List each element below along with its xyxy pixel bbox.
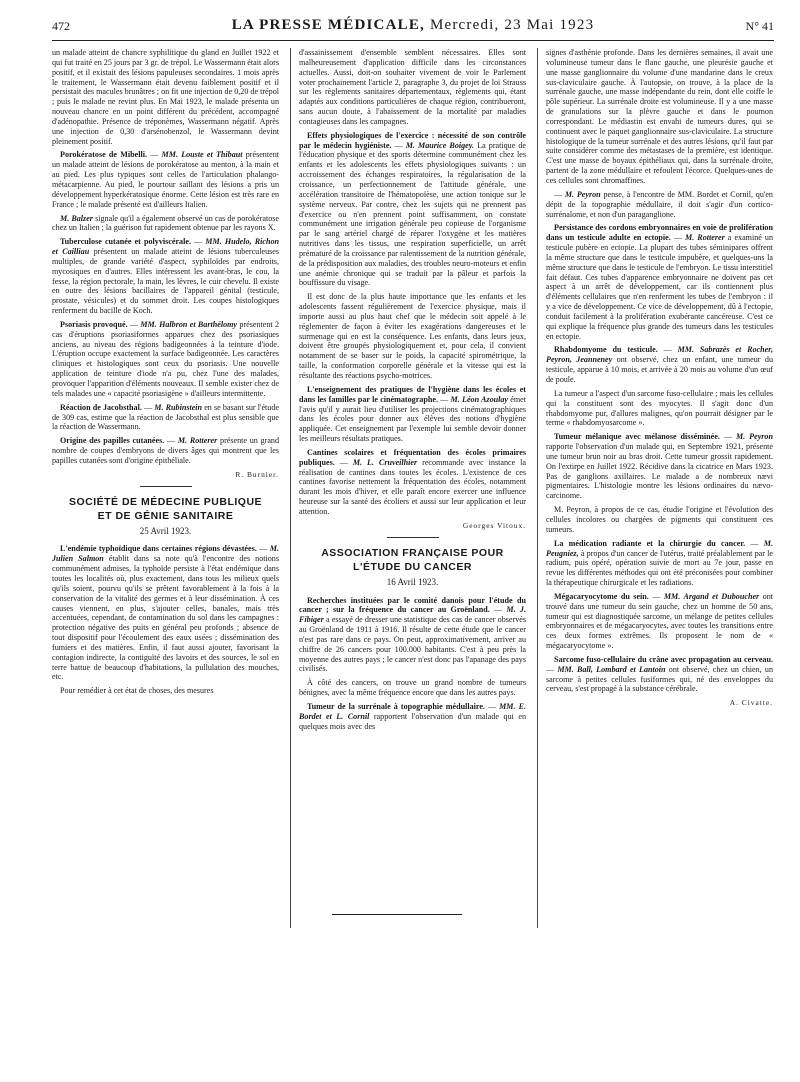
- article: Tumeur mélanique avec mélanose disséminée. — M. Peyron rapporte l'observation d'un malade qui, en Septembre 1921, présente une tumeur brun noir au bras droit. Cette tumeur grossit rapidement. On l'extirpe en Juillet 1922. Récidive dans la cicatrice en Mars 1923. Pas de ganglions axillaires. Le malade a de nombreux nævi pigmentaires. L'histologie montre les lésions ordinaires du nævo-carcinome.: [546, 432, 773, 501]
- article-text: ont observé, chez un enfant, une tumeur du testicule, apparue à 10 mois, et arrivée à 20 mois au volume d'un œuf de poule.: [546, 355, 774, 384]
- article: Tumeur de la surrénale à topographie médullaire. — MM. E. Bordet et L. Cornil rapportent l'observation d'un malade qui en quelques mois avec des: [299, 701, 526, 731]
- article-authors: M. Maurice Boigey.: [405, 140, 475, 150]
- article-title: Tuberculose cutanée et polyviscérale.: [60, 237, 191, 247]
- issue-number: N° 41: [745, 19, 774, 33]
- article-title: La médication radiante et la chirurgie du cancer.: [554, 538, 746, 548]
- article-title: Effets physiologiques de l'exercice : nécessité de son contrôle par le médecin hygiéniste.: [299, 130, 526, 150]
- article-text: pense, à l'encontre de MM. Bordet et Cornil, qu'en dépit de la topographie médullaire, il doit s'agir d'un cortico-surrénalome, et non d'un paraganglione.: [546, 189, 773, 219]
- session-date: 25 Avril 1923.: [139, 525, 192, 536]
- article-authors: M. L. Cruveilhier: [352, 457, 418, 467]
- article-text: à propos d'un cancer de l'utérus, traité préalablement par le radium, puis opéré, opération suivie de mort au 7e jour, passe en revue les différentes méthodes qui ont été préconisées pour combiner la thérapeutique chirurgicale et les radiations.: [546, 548, 773, 588]
- article-text: établit dans sa note qu'à l'encontre des notions communément admises, la typhoïde persiste à l'état endémique dans toutes les localités où, plus exactement, dans tous les milieux quels qu'ils soient, pourvu qu'ils se prêtent favorablement à la fois à la conservation de la vitalité des germes et à leur dissémination. À ces causes viennent, en plus, s'ajouter celles, banales, mais très accentuées, cependant, de contamination du sol dans les campagnes : protection négative des puits en général peu profonds ; absence de tout dispositif pour l'écoulement des eaux usées ; dissémination des fumiers et des matières. Enfin, il faut aussi ajouter, favorisant la contagion indirecte, la contiguïté des lavoirs et des sources, le sol en terre battue de beaucoup d'habitations, la pullulation des mouches, etc.: [52, 554, 279, 682]
- article: [52, 214, 279, 234]
- article: La médication radiante et la chirurgie du cancer. — M. Peugniez, à propos d'un cancer de l'utérus, traité préalablement par le radium, puis opéré, opération suivie de mort au 7e jour, passe en revue les différentes méthodes qui ont été préconisées pour combiner la thérapeutique chirurgicale et les radiations.: [546, 538, 773, 588]
- article: Tuberculose cutanée et polyviscérale. — MM. Hudelo, Richon et Cailliau présentent un malade atteint de lésions tuberculeuses multiples, de grande variété d'aspect, syphiloïdes par endroits, mycosiques en d'autres. Elles intéressent les avant-bras, le cou, la fesse, la région pectorale, la main, les lèvres, le cuir chevelu. Il existe en outre des lésions bacillaires de l'appareil génital (testicule, prostate, vésicules) et du sommet droit. Les coupes histologiques renferment du bacille de Koch.: [52, 237, 280, 316]
- article: Réaction de Jacobsthal. — M. Rubinstein en se basant sur l'étude de 309 cas, estime que la réaction de Jacobsthal est plus sensible que la réaction de Wassermann.: [52, 402, 279, 432]
- article-text: présentent un malade atteint de lésions tuberculeuses multiples, de grande variété d'aspect, syphiloïdes par endroits, mycosiques en d'autres. Elles intéressent les avant-bras, le cou, la fesse, la région pectorale, la main, les lèvres, le cuir chevelu. Il existe en outre des lésions bacillaires de l'appareil génital (testicule, prostate, vésicules) et du sommet droit. Les coupes histologiques renferment du bacille de Koch.: [52, 247, 280, 316]
- column-3: [546, 48, 773, 714]
- article-authors: MM. Argand et Duboucher: [663, 591, 760, 601]
- article-title: Réaction de Jacobsthal.: [60, 402, 142, 412]
- article-text: La pratique de l'éducation physique et des sports détermine communément chez les enfants et les adolescents les effets physiologiques suivants : un accroissement des échanges respiratoires, la régularisation de la croissance, un perfectionnement de l'attitude générale, une accélération transitoire de l'hématopoïèse, une action tonique sur le système nerveux. Par contre, chez les sujets qui ne prennent pas d'exercice ou n'en prennent point suffisamment, on constate communément une irrigation générale peu copieuse de l'organisme par le sang artériel chargé de réparer l'oxygène et les matières nutritives dans les tissus, une respiration superficielle, un arrêt prématuré de la croissance par ralentissement de la nutrition générale, de la prédisposition aux maladies, des troubles neuro-moteurs et enfin une anémie chronique qui se traduit par la pâleur et parfois la bouffissure du visage.: [299, 140, 526, 288]
- article-authors: M. Rubinstein: [154, 402, 203, 412]
- article-title: Porokératose de Mibelli.: [60, 150, 147, 160]
- article-title: Rhabdomyome du testicule.: [554, 345, 658, 355]
- footer-rule: [332, 914, 462, 915]
- article-authors: MM. Hudelo, Richon et Cailliau: [52, 237, 279, 257]
- article: Recherches instituées par le comité danois pour l'étude du cancer ; sur la fréquence du cancer au Groënland. — M. J. Fibiger a essayé de dresser une statistique des cas de cancer observés au Groënland de 1911 à 1916. Il résulte de cette étude que le cancer n'est pas rare dans ce pays. On peut, approximativement, arriver au chiffre de 26 cancers pour 100.000 habitants. C'est à peu près la moyenne des autres pays ; le cancer n'est donc pas l'apanage des pays civilisés.: [299, 595, 526, 674]
- article-title: Tumeur mélanique avec mélanose disséminée.: [554, 432, 720, 442]
- article-text: émet l'avis qu'il y aurait lieu d'utiliser les projections cinématographiques dans les écoles pour donner aux élèves des notions d'hygiène appliquée. Cet enseignement par l'exemple lui semble devoir donner les meilleurs résultats pratiques.: [299, 394, 526, 444]
- society-line: ET DE GÉNIE SANITAIRE: [97, 509, 234, 522]
- column-separator: [290, 48, 291, 928]
- paragraph: un malade atteint de chancre syphilitique du gland en Juillet 1922 et qui fut traité en 25 jours par 3 gr. de trépol. Le Wassermann était alors positif, et il existait des lésions papuleuses secondaires. 1 mois après le traitement, le Wassermann était devenu faiblement positif et il persistait des macules brunâtres ; on fit une injection de 0,20 de trépol ; puis le malade ne revint plus. En Mai 1923, le malade présenta un nouveau chancre en un point différent du précédent, accompagné d'adénopathie. Présence de tréponèmes, Wassermann négatif. Après une injection de 0,30 d'arsénobenzol, le Wassermann devint pleinement positif.: [52, 48, 279, 146]
- paragraph: La tumeur a l'aspect d'un sarcome fuso-cellulaire ; mais les cellules qui la constituent sont des myocytes. Il s'agit donc d'un rhabdomyome pur, d'allures malignes, qu'on pourrait désigner par le terme « rhabdomyosarcome ».: [546, 388, 773, 428]
- newspaper-page: [52, 0, 774, 1082]
- divider: [140, 486, 192, 487]
- article-title: Origine des papilles cutanées.: [60, 436, 165, 446]
- page-header: [52, 16, 774, 38]
- society-line: SOCIÉTÉ DE MÉDECINE PUBLIQUE: [68, 495, 263, 508]
- association-heading: ASSOCIATION FRANÇAISE POUR L'ÉTUDE DU CANCER: [321, 546, 504, 573]
- article: Porokératose de Mibelli. — MM. Louste et Thibaut présentent un malade atteint de lésions de porokératose au menton, à la main et au pied. Les plus typiques sont celles de l'articulation phalango-métacarpienne. Au pied, le pourtour saillant des lésions a pris un développement hyperkératosique énorme. Cette lésion est très rare en France ; le malade présenté est d'ailleurs Italien.: [52, 150, 279, 209]
- article-authors: MM. Halbron et Barthélomy: [140, 319, 238, 329]
- journal-name: LA PRESSE MÉDICALE,: [231, 17, 425, 33]
- article-authors: MM. E. Bordet et L. Cornil: [299, 701, 526, 721]
- article-authors: M. Léon Azoulay: [450, 394, 509, 404]
- column-2: [299, 48, 526, 735]
- article: Rhabdomyome du testicule. — MM. Sabrazès et Rocher, Peyron, Jeanneney ont observé, chez un enfant, une tumeur du testicule, apparue à 10 mois, et arrivée à 20 mois au volume d'un œuf de poule.: [546, 345, 774, 384]
- article-authors: M. Peyron: [735, 432, 773, 442]
- article: L'enseignement des pratiques de l'hygiène dans les écoles et dans les familles par le cinématographe. — M. Léon Azoulay émet l'avis qu'il y aurait lieu d'utiliser les projections cinématographiques dans les écoles pour donner aux élèves des notions d'hygiène appliquée. Cet enseignement par l'exemple lui semble devoir donner les meilleurs résultats pratiques.: [299, 384, 526, 444]
- article-text: recommande avec instance la réalisation de cantines dans toutes les écoles. L'existence de ces cantines favorise nettement la fréquentation des écoles, notamment durant les mois d'hiver, et elle paraît encore exercer une influence heureuse sur la santé des écoliers et aussi sur leur application et leur attention.: [299, 457, 526, 516]
- article-authors: MM. Sabrazès et Rocher, Peyron, Jeanneney: [546, 345, 774, 365]
- article-text: a examiné un testicule pubère en ectopie. La plupart des tubes séminipares offrent la même structure que dans le testicule impubère, et quelques-uns la même structure que dans le testicule de l'embryon. Le tissu interstitiel fait défaut. Ces tubes d'apparence embryonnaire ne doivent pas cet aspect à un arrêt de développement, car ils contiennent plus d'éléments cellulaires que n'en renferment les tubes de l'embryon : il y a vice de développement. Ce vice de développement, dû à l'ectopie, conduit facilement à la prolifération exubérante cancéreuse. C'est ce qui explique la fréquence plus grande des tumeurs dans les testicules en ectopie.: [546, 233, 774, 341]
- article-title: Sarcome fuso-cellulaire du crâne avec propagation au cerveau.: [554, 654, 773, 664]
- paragraph: Il est donc de la plus haute importance que les enfants et les adolescents fassent régulièrement de l'exercice physique, mais il importe aussi au plus haut chef que le médecin soit appelé à le réglementer de façon à éviter les exagérations dangereuses et le surmenage qui en est la conséquence. Les enfants, dans leurs jeux, doivent être groupés physiologiquement et, pour cela, il convient notamment de se baser sur le poids, la capacité spirométrique, la taille, la conformation corporelle générale et la vitesse qui est la résultante des réactions psycho-motrices.: [299, 292, 526, 380]
- column-separator: [537, 48, 538, 928]
- article-title: L'endémie typhoïdique dans certaines régions dévastées.: [60, 544, 257, 554]
- article-text: ont trouvé dans une tumeur du sein gauche, chez un homme de 50 ans, tumeur qui est diagnostiquée sarcome, un mélange de petites cellules embryonnaires et de mégacaryocytes, avec toutes les transitions entre ces deux formes extrêmes. Ils proposent le nom de « mégacaryocytome ».: [546, 591, 773, 651]
- article-authors: M. Julien Salmon: [52, 544, 280, 564]
- article-title: Mégacaryocytome du sein.: [554, 591, 649, 601]
- article-text: rapporte l'observation d'un malade qui, en Septembre 1921, présente une tumeur brun noir au bras droit. Cette tumeur grossit rapidement. On l'extirpe en Juillet 1922. Récidive dans la cicatrice en Mars 1923. Pas de ganglions axillaires. Le malade a de nombreux nævi pigmentaires. L'histologie montre les lésions ordinaires du nævo-carcinome.: [546, 442, 773, 501]
- article-title: L'enseignement des pratiques de l'hygiène dans les écoles et dans les familles par le cinématographe.: [299, 384, 526, 404]
- divider: [387, 537, 439, 538]
- signature: R. Burnier.: [235, 469, 279, 479]
- paragraph: d'assainissement d'ensemble semblent nécessaires. Elles sont malheureusement d'application difficile dans les circonstances actuelles. Aussi, doit-on souhaiter vivement de voir le Parlement voter prochainement l'article 2, paragraphe 3, du projet de loi Strauss sur les règlements sanitaires départementaux, règlements qui, étant adaptés aux conditions particulières de chaque région, contribueront, sans aucun doute, à l'abaissement de la mortalité par maladies contagieuses dans les campagnes.: [299, 48, 526, 126]
- article-text: présentent un malade atteint de lésions de porokératose au menton, à la main et au pied. Les plus typiques sont celles de l'articulation phalango-métacarpienne. Au pied, le pourtour saillant des lésions a pris un développement hyperkératosique énorme. Cette lésion est très rare en France ; le malade présenté est d'ailleurs Italien.: [52, 150, 279, 209]
- page-number: 472: [52, 19, 70, 33]
- paragraph: signes d'asthénie profonde. Dans les dernières semaines, il avait une volumineuse tumeur dans le flanc gauche, une pleurésie gauche et une masse ganglionnaire du volume d'une mandarine dans le creux sus-claviculaire gauche. À l'autopsie, on trouve, à la place de la surrénale gauche, une masse indépendante du rein, dont elle coiffe le pôle supérieur. La surrénale droite est volumineuse. Il y a une masse de granulations sur la plèvre gauche et dans le poumon correspondant. Le médiastin est envahi de tumeurs dures, qui se continuent avec le paquet ganglionnaire sus-claviculaire. La structure histologique de la tumeur surrénale et des autres lésions, qu'il faut par suite considérer comme des métastases de la première, est identique. C'est une masse de boyaux épithéliaux qui, dans la surrénale droite, partent de la zone médullaire et refoulent l'écorce. Quelques-unes de ces cellules sont chromaffines.: [546, 48, 773, 185]
- article-text: ont observé, chez un chien, un sarcome à petites cellules fusiformes qui, né des enveloppes du cerveau, s'est propagé à la substance cérébrale.: [546, 664, 774, 694]
- article-title: Psoriasis provoqué.: [60, 319, 128, 329]
- article-text: a essayé de dresser une statistique des cas de cancer observés au Groënland de 1911 à 1916. Il résulte de cette étude que le cancer n'est pas rare dans ce pays. On peut, approximativement, arriver au chiffre de 26 cancers pour 100.000 habitants. C'est à peu près la moyenne des autres pays ; le cancer n'est donc pas l'apanage des pays civilisés.: [299, 615, 526, 674]
- article-authors: MM. Louste et Thibaut: [161, 150, 243, 160]
- article: Cantines scolaires et fréquentation des écoles primaires publiques. — M. L. Cruveilhier recommande avec instance la réalisation de cantines dans toutes les écoles. L'existence de ces cantines favorise nettement la fréquentation des écoles, notamment durant les mois d'hiver, et elle paraît encore exercer une influence heureuse sur la santé des écoliers et aussi sur leur application et leur attention.: [299, 447, 526, 516]
- article-text: rapportent l'observation d'un malade qui en quelques mois avec des: [299, 711, 526, 731]
- article: L'endémie typhoïdique dans certaines régions dévastées. — M. Julien Salmon établit dans sa note qu'à l'encontre des notions communément admises, la typhoïde persiste à l'état endémique dans toutes les localités où, plus exactement, dans tous les milieux quels qu'ils soient, pourvu qu'ils se prêtent favorablement à la fois à la conservation de la vitalité des germes et à leur dissémination. À ces causes viennent, en plus, s'ajouter celles, banales, mais très accentuées, cependant, de contamination du sol dans les campagnes : protection négative des puits en général peu profonds ; absence de tout dispositif pour l'écoulement des eaux usées ; dissémination des fumiers et des matières. Enfin, il faut aussi ajouter, favorisant la contagion indirecte, la contiguïté des lavoirs et des sources, le sol en terre battue de beaucoup d'habitations, la pullulation des mouches, etc.: [52, 544, 280, 682]
- column-1: [52, 48, 279, 700]
- article-text: signale qu'il a également observé un cas de porokératose chez un Italien ; la guérison fut rapidement obtenue par les rayons X.: [52, 213, 279, 233]
- article: Psoriasis provoqué. — MM. Halbron et Barthélomy présentent 2 cas d'éruptions psoriasiformes apparues chez des psoriasiques anciens, au niveau des régions badigeonnées à la teinture d'iode. L'éruption occupe exactement la surface badigeonnée. Les caractères cliniques et histologiques sont ceux du psoriasis. Une nouvelle application de teinture d'iode n'a pu, chez l'une des malades, provoquer l'apparition d'éléments nouveaux. Il semble exister chez de tels malades une « capacité psoriasigène » d'ailleurs intermittente.: [52, 319, 279, 398]
- article-authors: M. Rotterer: [177, 436, 218, 446]
- article: Sarcome fuso-cellulaire du crâne avec propagation au cerveau. — MM. Ball, Lombard et Lantoin ont observé, chez un chien, un sarcome à petites cellules fusiformes qui, né des enveloppes du cerveau, s'est propagé à la substance cérébrale.: [546, 654, 774, 694]
- article-text: présentent 2 cas d'éruptions psoriasiformes apparues chez des psoriasiques anciens, au niveau des régions badigeonnées à la teinture d'iode. L'éruption occupe exactement la surface badigeonnée. Les caractères cliniques et histologiques sont ceux du psoriasis. Une nouvelle application de teinture d'iode n'a pu, chez l'une des malades, provoquer l'apparition d'éléments nouveaux. Il semble exister chez de tels malades une « capacité psoriasigène » d'ailleurs intermittente.: [52, 319, 279, 398]
- article: Mégacaryocytome du sein. — MM. Argand et Duboucher ont trouvé dans une tumeur du sein gauche, chez un homme de 50 ans, tumeur qui est diagnostiquée sarcome, un mélange de petites cellules embryonnaires et de mégacaryocytes, avec toutes les transitions entre ces deux formes extrêmes. Ils proposent le nom de « mégacaryocytome ».: [546, 591, 773, 651]
- article-authors: M. J. Fibiger: [299, 605, 526, 625]
- paragraph: À côté des cancers, on trouve un grand nombre de tumeurs bénignes, avec la même fréquence encore que dans les autres pays.: [299, 678, 526, 698]
- article-authors: M. Balzer: [60, 213, 93, 223]
- article-text: présente un grand nombre de coupes d'embryons de divers âges qui montrent que les papilles cutanées sont d'origine épithéliale.: [52, 436, 280, 465]
- article-authors: M. Peyron: [564, 189, 601, 199]
- article-authors: M. Peugniez,: [546, 538, 773, 558]
- signature: A. Civatte.: [729, 698, 773, 708]
- masthead: [52, 17, 774, 34]
- paragraph: M. Peyron, à propos de ce cas, étudie l'origine et l'évolution des cellules incolores ou chargées de pigments qui constituent ces tumeurs.: [546, 505, 773, 534]
- session-date: 16 Avril 1923.: [386, 576, 439, 587]
- article: Effets physiologiques de l'exercice : nécessité de son contrôle par le médecin hygiéniste. — M. Maurice Boigey. La pratique de l'éducation physique et des sports détermine communément chez les enfants et les adolescents les effets physiologiques suivants : un accroissement des échanges respiratoires, la régularisation de la croissance, un perfectionnement de l'attitude générale, une accélération transitoire de l'hématopoïèse, une action tonique sur le système nerveux. Par contre, chez les sujets qui ne prennent pas d'exercice ou n'en prennent point suffisamment, on constate communément une irrigation générale peu copieuse de l'organisme par le sang artériel chargé de réparer l'oxygène et les matières nutritives dans les tissus, une respiration superficielle, un arrêt prématuré de la croissance par ralentissement de la nutrition générale, de la prédisposition aux maladies, des troubles neuro-moteurs et enfin une anémie chronique qui se traduit par la pâleur et parfois la bouffissure du visage.: [299, 130, 526, 288]
- article-text: en se basant sur l'étude de 309 cas, estime que la réaction de Jacobsthal est plus sensible que la réaction de Wassermann.: [52, 402, 279, 432]
- article-title: Persistance des cordons embryonnaires en voie de prolifération dans un testicule adulte en ectopie.: [546, 223, 773, 243]
- article-title: Recherches instituées par le comité danois pour l'étude du cancer ; sur la fréquence du cancer au Groënland.: [299, 595, 526, 615]
- society-heading: [52, 495, 279, 523]
- issue-date: Mercredi, 23 Mai 1923: [429, 17, 595, 33]
- header-rule: [52, 40, 774, 41]
- signature: Georges Vitoux.: [462, 520, 526, 530]
- article-title: Tumeur de la surrénale à topographie médullaire.: [307, 701, 485, 711]
- article: Origine des papilles cutanées. — M. Rotterer présente un grand nombre de coupes d'embryons de divers âges qui montrent que les papilles cutanées sont d'origine épithéliale.: [52, 436, 280, 465]
- article-title: Cantines scolaires et fréquentation des écoles primaires publiques.: [299, 447, 526, 467]
- paragraph: Pour remédier à cet état de choses, des mesures: [60, 686, 214, 696]
- article: Persistance des cordons embryonnaires en voie de prolifération dans un testicule adulte en ectopie. — M. Rotterer a examiné un testicule pubère en ectopie. La plupart des tubes séminipares offrent la même structure que dans le testicule impubère, et quelques-uns la même structure que dans le testicule de l'embryon. Le tissu interstitiel fait défaut. Ces tubes d'apparence embryonnaire ne doivent pas cet aspect à un arrêt de développement, car ils contiennent plus d'éléments cellulaires que n'en renferment les tubes de l'embryon : il y a vice de développement. Ce vice de développement, dû à l'ectopie, conduit facilement à la prolifération exubérante cancéreuse. C'est ce qui explique la fréquence plus grande des tumeurs dans les testicules en ectopie.: [546, 223, 774, 341]
- article-authors: M. Rotterer: [685, 233, 725, 243]
- article: — M. Peyron pense, à l'encontre de MM. Bordet et Cornil, qu'en dépit de la topographie médullaire, il doit s'agir d'un cortico-surrénalome, et non d'un paraganglione.: [546, 189, 773, 219]
- article-authors: MM. Ball, Lombard et Lantoin: [557, 664, 666, 674]
